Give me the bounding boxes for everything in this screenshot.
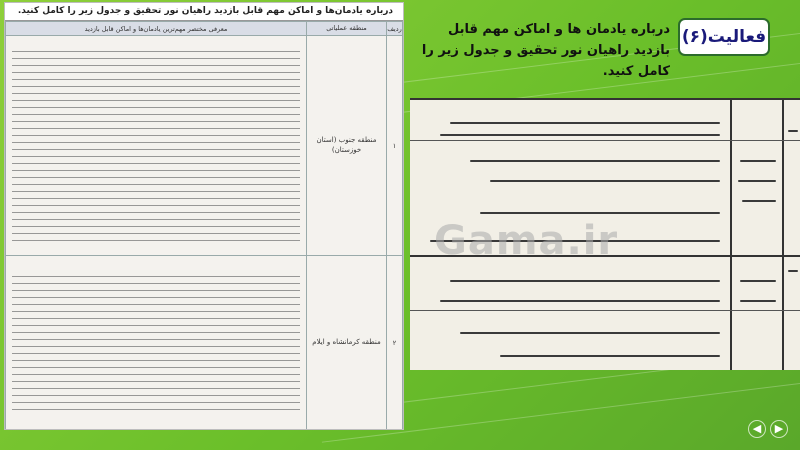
row-description — [6, 36, 307, 256]
table-row — [6, 36, 403, 256]
instruction-text: درباره یادمان ها و اماکن مهم قابل بازدید راهیان نور تحقیق و جدول زیر را کامل کنید. — [421, 22, 670, 79]
next-slide-button[interactable]: ▶ — [770, 420, 788, 438]
watermark: Gama.ir — [434, 218, 619, 264]
worksheet-header: درباره یادمان‌ها و اماکن مهم قابل بازدید راهیان نور تحقیق و جدول زیر را کامل کنید. — [5, 3, 403, 21]
scanned-worksheet — [4, 2, 404, 430]
row-region: منطقه کرمانشاه و ایلام — [307, 256, 387, 430]
table-row — [6, 256, 403, 430]
row-number: ۲ — [387, 256, 403, 430]
column-region: منطقه عملیاتی — [307, 22, 387, 36]
row-number: ۱ — [387, 36, 403, 256]
row-description — [6, 256, 307, 430]
activity-title-badge: فعالیت(۶) — [678, 18, 770, 56]
previous-slide-button[interactable]: ◀ — [748, 420, 766, 438]
row-region: منطقه جنوب (استان خوزستان) — [307, 36, 387, 256]
column-number: ردیف — [387, 22, 403, 36]
worksheet-table — [5, 21, 403, 430]
column-description: معرفی مختصر مهم‌ترین یادمان‌ها و اماکن قابل بازدید — [6, 22, 307, 36]
